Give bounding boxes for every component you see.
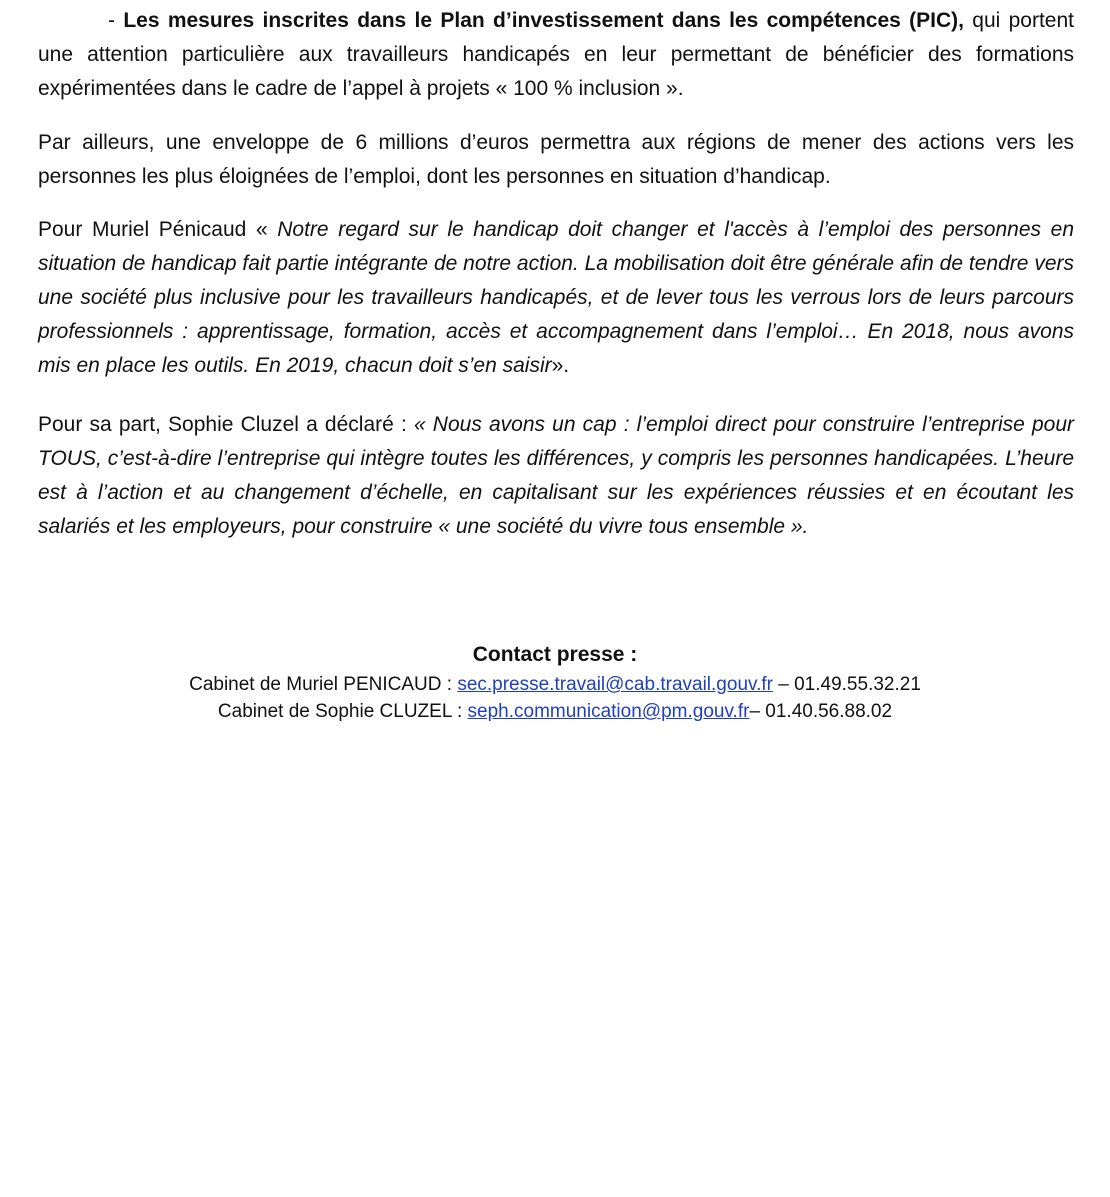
paragraph-cluzel-quote — [38, 408, 1074, 544]
cluzel-quote-intro: Pour sa part, Sophie Cluzel a déclaré : — [38, 413, 414, 436]
contact-press-title: Contact presse : — [472, 643, 638, 666]
contact-line-cluzel — [0, 699, 1110, 725]
cluzel-quote-text: « Nous avons un cap : l’emploi direct pour construire l’entreprise pour TOUS, c’est-à-dire l’entreprise qui intègre toutes les différences, y compris les personnes handicapées. L’heure est à l’action et au changement d’échelle, en capitalisant sur les expériences réussies et en écoutant les salariés et les employeurs, pour construire « une société du vivre tous ensemble ». — [38, 413, 1074, 538]
paragraph-regions-budget: Par ailleurs, une enveloppe de 6 millions d’euros permettra aux régions de mener des actions vers les personnes les plus éloignées de l’emploi, dont les personnes en situation d’handicap. — [38, 131, 1074, 188]
contact-line-penicaud — [0, 672, 1110, 698]
pic-measures-text: qui portent une attention particulière aux travailleurs handicapés en leur permettant de bénéficier des formations expérimentées dans le cadre de l’appel à projets « 100 % inclusion ». — [38, 9, 1074, 100]
penicaud-quote-text: Notre regard sur le handicap doit changer et l'accès à l’emploi des personnes en situation de handicap fait partie intégrante de notre action. La mobilisation doit être générale afin de tendre vers une société plus inclusive pour les travailleurs handicapés, et de lever tous les verrous lors de leurs parcours professionnels : apprentissage, formation, accès et accompagnement dans l’emploi… En 2018, nous avons mis en place les outils. En 2019, chacun doit s’en saisir — [38, 218, 1074, 377]
list-dash: - — [108, 9, 124, 32]
phone-cluzel: – 01.40.56.88.02 — [749, 701, 893, 722]
phone-penicaud: – 01.49.55.32.21 — [772, 674, 921, 695]
pic-measures-bold-text: Les mesures inscrites dans le Plan d’investissement dans les compétences (PIC), — [123, 9, 964, 32]
email-link-cluzel[interactable]: seph.communication@pm.gouv.fr — [467, 701, 750, 722]
penicaud-quote-close: ». — [551, 354, 570, 377]
contact-label-cluzel: Cabinet de Sophie CLUZEL : — [217, 701, 468, 722]
email-link-penicaud[interactable]: sec.presse.travail@cab.travail.gouv.fr — [457, 674, 773, 695]
paragraph-pic-measures — [38, 4, 1074, 106]
penicaud-quote-intro: Pour Muriel Pénicaud « — [38, 218, 278, 241]
contact-label-penicaud: Cabinet de Muriel PENICAUD : — [189, 674, 458, 695]
paragraph-penicaud-quote — [38, 213, 1074, 383]
